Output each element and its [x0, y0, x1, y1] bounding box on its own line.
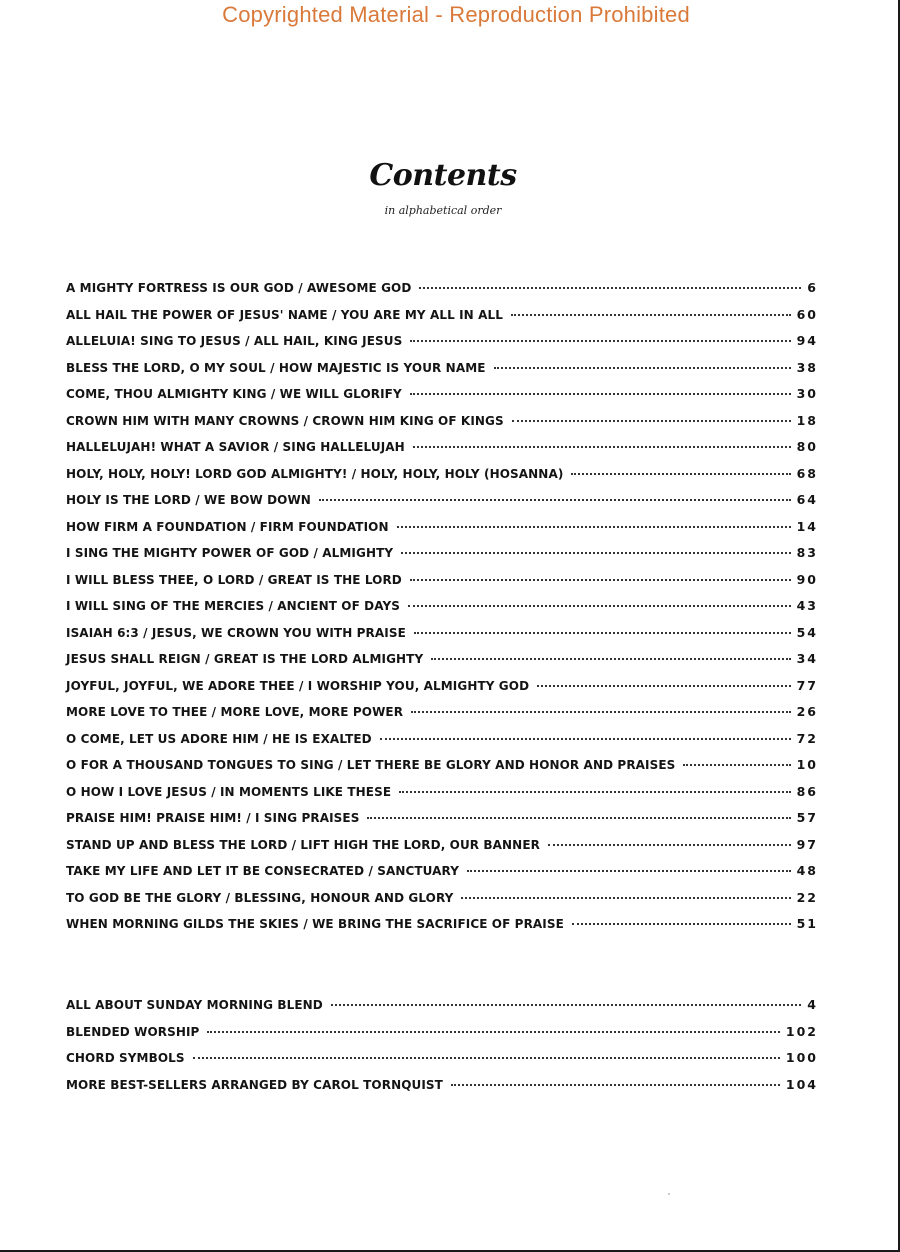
toc-entry-page: 72 — [796, 730, 818, 746]
toc-entry-title: A MIGHTY FORTRESS IS OUR GOD / AWESOME GOD — [66, 281, 412, 295]
toc-entry-title: WHEN MORNING GILDS THE SKIES / WE BRING THE SACRIFICE OF PRAISE — [66, 917, 564, 931]
toc-entry — [66, 1024, 818, 1051]
song-contents-list — [66, 280, 818, 943]
toc-entry — [66, 997, 818, 1024]
dot-leader — [494, 367, 791, 369]
page-title: Contents — [369, 158, 517, 193]
dot-leader — [367, 817, 790, 819]
dot-leader — [410, 579, 791, 581]
toc-entry — [66, 280, 818, 307]
toc-entry — [66, 545, 818, 572]
toc-entry-title: MORE LOVE TO THEE / MORE LOVE, MORE POWER — [66, 705, 404, 719]
toc-entry — [66, 360, 818, 387]
dot-leader — [461, 897, 790, 899]
dot-leader — [414, 632, 791, 634]
toc-entry-title: I WILL SING OF THE MERCIES / ANCIENT OF DAYS — [66, 599, 401, 613]
toc-entry — [66, 386, 818, 413]
dot-leader — [411, 711, 791, 713]
dot-leader — [572, 923, 791, 925]
toc-entry — [66, 625, 818, 652]
toc-entry-page: 43 — [796, 598, 818, 613]
toc-entry-title: O COME, LET US ADORE HIM / HE IS EXALTED — [66, 731, 372, 746]
toc-entry-page: 57 — [796, 810, 818, 825]
toc-entry-title: HALLELUJAH! WHAT A SAVIOR / SING HALLELUJAH — [66, 440, 405, 454]
toc-entry-page: 22 — [796, 889, 818, 905]
copyright-watermark: Copyrighted Material - Reproduction Prohibited — [222, 2, 690, 27]
dot-leader — [683, 764, 790, 766]
toc-entry-page: 54 — [796, 624, 818, 640]
toc-entry — [66, 1077, 818, 1104]
toc-entry-page: 100 — [785, 1050, 818, 1065]
dot-leader — [401, 552, 790, 554]
toc-entry-title: ALLELUIA! SING TO JESUS / ALL HAIL, KING JESUS — [66, 334, 403, 348]
toc-entry-title: HOLY IS THE LORD / WE BOW DOWN — [66, 493, 311, 507]
toc-entry-title: CROWN HIM WITH MANY CROWNS / CROWN HIM KING OF KINGS — [66, 413, 504, 428]
toc-entry-title: ALL ABOUT SUNDAY MORNING BLEND — [66, 998, 323, 1012]
toc-entry-page: 38 — [796, 359, 818, 375]
toc-entry-title: CHORD SYMBOLS — [66, 1051, 185, 1065]
dot-leader — [548, 844, 791, 846]
toc-entry — [66, 704, 818, 731]
toc-entry — [66, 307, 818, 334]
dot-leader — [408, 605, 791, 607]
toc-entry-page: 64 — [796, 492, 818, 507]
toc-entry-page: 4 — [807, 997, 818, 1012]
toc-entry — [66, 837, 818, 864]
toc-entry — [66, 492, 818, 519]
toc-entry — [66, 916, 818, 943]
toc-entry — [66, 466, 818, 493]
toc-entry-title: ALL HAIL THE POWER OF JESUS' NAME / YOU ARE MY ALL IN ALL — [66, 307, 503, 322]
dot-leader — [410, 340, 790, 342]
toc-entry — [66, 757, 818, 784]
toc-entry-page: 60 — [796, 306, 818, 322]
toc-entry-title: ISAIAH 6:3 / JESUS, WE CROWN YOU WITH PRAISE — [66, 625, 406, 640]
toc-entry-title: COME, THOU ALMIGHTY KING / WE WILL GLORIFY — [66, 387, 402, 401]
toc-entry — [66, 413, 818, 440]
toc-entry-page: 104 — [785, 1076, 818, 1092]
dot-leader — [511, 314, 791, 316]
toc-entry — [66, 678, 818, 705]
dot-leader — [537, 685, 790, 687]
toc-entry-title: MORE BEST-SELLERS ARRANGED BY CAROL TORNQUIST — [66, 1077, 443, 1092]
dot-leader — [397, 526, 791, 528]
dot-leader — [512, 420, 791, 422]
toc-entry — [66, 731, 818, 758]
toc-entry-title: TAKE MY LIFE AND LET IT BE CONSECRATED / SANCTUARY — [66, 864, 460, 878]
toc-entry — [66, 519, 818, 546]
toc-entry-title: BLESS THE LORD, O MY SOUL / HOW MAJESTIC IS YOUR NAME — [66, 360, 486, 375]
toc-entry — [66, 651, 818, 678]
dot-leader — [413, 446, 791, 448]
dot-leader — [399, 791, 790, 793]
toc-entry-page: 90 — [796, 571, 818, 587]
dot-leader — [207, 1031, 779, 1033]
toc-entry-page: 18 — [796, 412, 818, 428]
page-subtitle: in alphabetical order — [384, 204, 502, 217]
scan-speck — [668, 1193, 670, 1195]
toc-entry-title: PRAISE HIM! PRAISE HIM! / I SING PRAISES — [66, 811, 360, 825]
toc-entry-page: 86 — [796, 783, 818, 799]
toc-entry-title: STAND UP AND BLESS THE LORD / LIFT HIGH THE LORD, OUR BANNER — [66, 837, 540, 852]
toc-entry — [66, 810, 818, 837]
toc-entry — [66, 863, 818, 890]
toc-entry — [66, 333, 818, 360]
toc-entry-page: 6 — [807, 280, 818, 295]
toc-entry-title: O HOW I LOVE JESUS / IN MOMENTS LIKE THESE — [66, 784, 392, 799]
toc-entry-page: 83 — [796, 545, 818, 560]
toc-entry-page: 68 — [796, 465, 818, 481]
toc-entry — [66, 598, 818, 625]
toc-entry-title: JESUS SHALL REIGN / GREAT IS THE LORD ALMIGHTY — [66, 652, 424, 666]
dot-leader — [467, 870, 791, 872]
toc-entry-page: 26 — [796, 704, 818, 719]
dot-leader — [331, 1004, 801, 1006]
dot-leader — [193, 1057, 780, 1059]
dot-leader — [319, 499, 791, 501]
toc-entry — [66, 439, 818, 466]
toc-entry — [66, 784, 818, 811]
toc-entry-title: HOLY, HOLY, HOLY! LORD GOD ALMIGHTY! / HOLY, HOLY, HOLY (HOSANNA) — [66, 466, 564, 481]
dot-leader — [380, 738, 791, 740]
toc-entry — [66, 572, 818, 599]
toc-entry-page: 94 — [796, 333, 818, 348]
toc-entry-page: 102 — [785, 1023, 818, 1039]
toc-entry-title: JOYFUL, JOYFUL, WE ADORE THEE / I WORSHIP YOU, ALMIGHTY GOD — [66, 678, 530, 693]
dot-leader — [410, 393, 791, 395]
toc-entry-title: BLENDED WORSHIP — [66, 1024, 200, 1039]
toc-entry-page: 97 — [796, 836, 818, 852]
toc-entry-page: 10 — [796, 757, 818, 772]
toc-entry-title: O FOR A THOUSAND TONGUES TO SING / LET THERE BE GLORY AND HONOR AND PRAISES — [66, 758, 676, 772]
toc-entry-page: 80 — [796, 439, 818, 454]
dot-leader — [419, 287, 801, 289]
toc-entry-page: 48 — [796, 863, 818, 878]
dot-leader — [571, 473, 790, 475]
toc-entry — [66, 1050, 818, 1077]
toc-entry-page: 14 — [796, 518, 818, 534]
toc-entry-page: 77 — [796, 677, 818, 693]
dot-leader — [431, 658, 790, 660]
toc-entry-page: 51 — [796, 916, 818, 931]
toc-entry-title: HOW FIRM A FOUNDATION / FIRM FOUNDATION — [66, 519, 389, 534]
toc-entry-title: I WILL BLESS THEE, O LORD / GREAT IS THE LORD — [66, 572, 402, 587]
dot-leader — [451, 1084, 780, 1086]
toc-entry-title: I SING THE MIGHTY POWER OF GOD / ALMIGHTY — [66, 546, 394, 560]
toc-entry-page: 30 — [796, 386, 818, 401]
toc-entry-title: TO GOD BE THE GLORY / BLESSING, HONOUR AND GLORY — [66, 890, 454, 905]
extra-contents-list — [66, 997, 818, 1103]
toc-entry — [66, 890, 818, 917]
toc-entry-page: 34 — [796, 651, 818, 666]
